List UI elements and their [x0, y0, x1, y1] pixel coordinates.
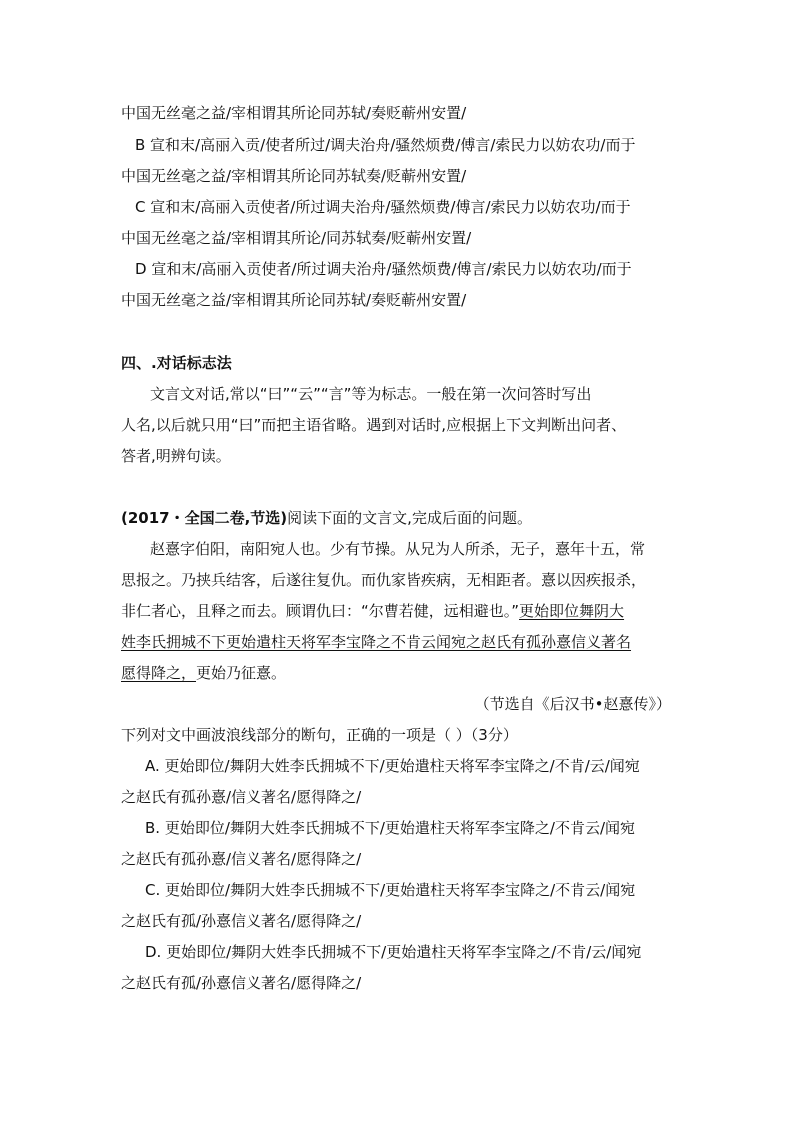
answer-option-b-line-1: B. 更始即位/舞阴大姓李氏拥城不下/更始遣柱天将军李宝降之/不肯云/闻宛 — [145, 819, 636, 837]
option-c-line-2: 中国无丝毫之益/宰相谓其所论/同苏轼奏/贬蕲州安置/ — [121, 229, 472, 247]
option-b-line-2: 中国无丝毫之益/宰相谓其所论同苏轼奏/贬蕲州安置/ — [121, 167, 467, 185]
question-prompt: 下列对文中画波浪线部分的断句，正确的一项是（ ）（3分） — [121, 726, 518, 744]
answer-option-c-line-2: 之赵氏有孤/孙憙信义著名/愿得降之/ — [121, 912, 362, 930]
section-desc-line-3: 答者,明辨句读。 — [121, 447, 231, 465]
section-desc-line-1: 文言文对话,常以“曰”“云”“言”等为标志。一般在第一次问答时写出 — [150, 385, 592, 403]
option-b-line-1: B 宣和末/高丽入贡/使者所过/调夫治舟/骚然烦费/傅言/索民力以妨农功/而于 — [135, 136, 636, 154]
passage-line-3-plain: 非仁者心，且释之而去。顾谓仇曰：“尔曹若健，远相避也。” — [121, 602, 520, 620]
citation: （节选自《后汉书•赵憙传》） — [474, 695, 671, 713]
passage-line-5-plain: 更始乃征憙。 — [196, 664, 287, 682]
section-heading: 四、.对话标志法 — [121, 354, 232, 372]
answer-option-d-line-2: 之赵氏有孤/孙憙信义著名/愿得降之/ — [121, 974, 362, 992]
answer-option-d-line-1: D. 更始即位/舞阴大姓李氏拥城不下/更始遣柱天将军李宝降之/不肯/云/闻宛 — [145, 943, 642, 961]
answer-option-b-line-2: 之赵氏有孤孙憙/信义著名/愿得降之/ — [121, 850, 362, 868]
passage-line-3 — [121, 601, 624, 621]
passage-line-5 — [121, 663, 286, 683]
answer-option-a-line-2: 之赵氏有孤孙憙/信义著名/愿得降之/ — [121, 788, 362, 806]
answer-option-c-line-1: C. 更始即位/舞阴大姓李氏拥城不下/更始遣柱天将军李宝降之/不肯云/闻宛 — [145, 881, 636, 899]
option-c-line-1: C 宣和末/高丽入贡使者/所过调夫治舟/骚然烦费/傅言/索民力以妨农功/而于 — [135, 198, 631, 216]
passage-line-3-underlined: 更始即位舞阴大 — [519, 602, 625, 620]
passage-line-2: 思报之。乃挟兵结客，后遂往复仇。而仇家皆疾病，无相距者。憙以因疾报杀， — [121, 571, 647, 589]
answer-option-a-line-1: A. 更始即位/舞阴大姓李氏拥城不下/更始遣柱天将军李宝降之/不肯/云/闻宛 — [145, 757, 640, 775]
option-a-continuation: 中国无丝毫之益/宰相谓其所论同苏轼/奏贬蕲州安置/ — [121, 104, 467, 122]
option-d-line-1: D 宣和末/高丽入贡使者/所过调夫治舟/骚然烦费/傅言/索民力以妨农功/而于 — [135, 260, 632, 278]
passage-line-4-underlined: 姓李氏拥城不下更始遣柱天将军李宝降之不肯云闻宛之赵氏有孤孙憙信义著名 — [121, 633, 632, 651]
passage-line-1: 赵憙字伯阳，南阳宛人也。少有节操。从兄为人所杀，无子，憙年十五，常 — [150, 540, 646, 558]
passage-line-5-underlined: 愿得降之， — [121, 664, 197, 682]
example-intro: 阅读下面的文言文,完成后面的问题。 — [287, 509, 532, 527]
example-intro-line — [121, 508, 532, 528]
option-d-line-2: 中国无丝毫之益/宰相谓其所论同苏轼/奏贬蕲州安置/ — [121, 291, 467, 309]
section-desc-line-2: 人名,以后就只用“曰”而把主语省略。遇到对话时,应根据上下文判断出问者、 — [121, 416, 627, 434]
exam-source-tag: (2017・全国二卷,节选) — [121, 509, 288, 527]
